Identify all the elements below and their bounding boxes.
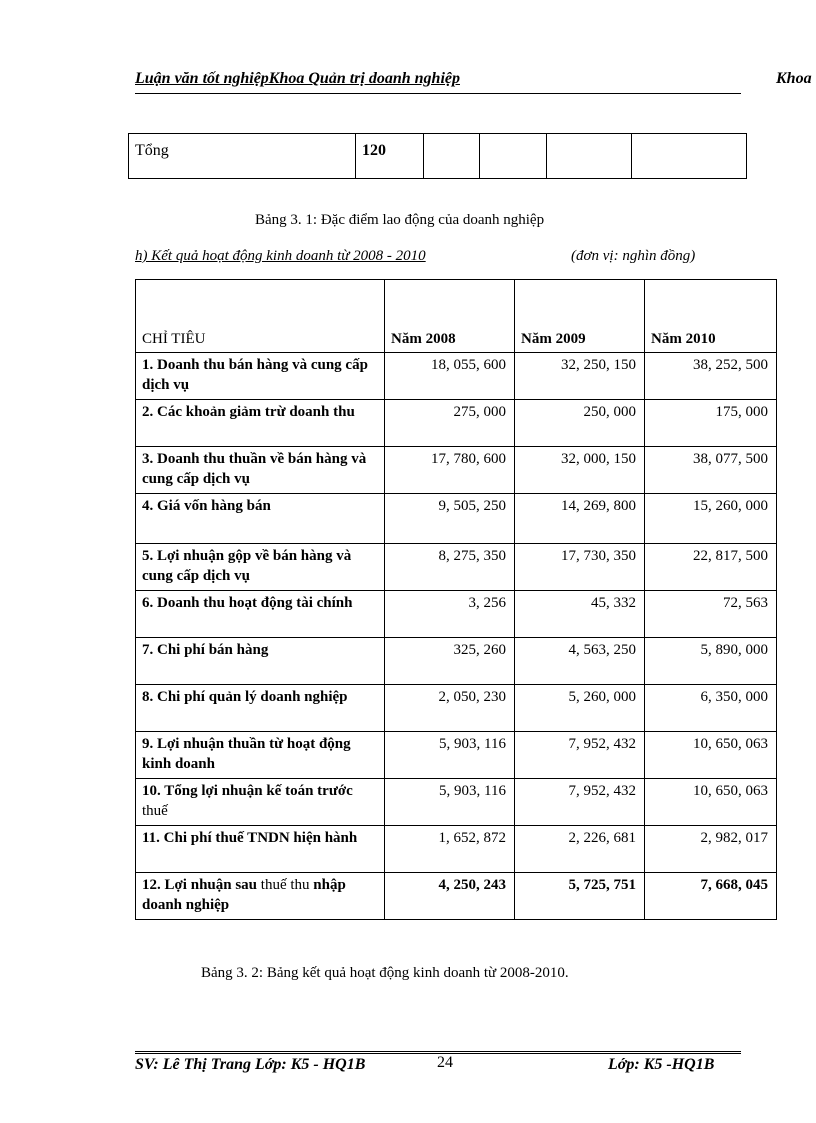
footer-student: SV: Lê Thị Trang Lớp: K5 - HQ1B	[135, 1056, 366, 1073]
table-row	[136, 353, 777, 400]
footer-class: Lớp: K5 -HQ1B	[608, 1056, 715, 1073]
table-row	[136, 447, 777, 494]
cell-2008: 4, 250, 243	[385, 873, 515, 920]
cell-2008: 3, 256	[385, 591, 515, 638]
cell-2010: 10, 650, 063	[645, 732, 777, 779]
row-label-bold: nhập doanh nghiệp	[142, 877, 346, 913]
table-row	[136, 779, 777, 826]
table-caption-2: Bảng 3. 2: Bảng kết quả hoạt động kinh doanh từ 2008-2010.	[201, 965, 569, 981]
cell-2009: 17, 730, 350	[515, 544, 645, 591]
row-label-normal: thuế	[142, 803, 168, 819]
table-row	[136, 732, 777, 779]
row-label: 8. Chi phí quản lý doanh nghiệp	[136, 685, 385, 732]
cell-2010: 10, 650, 063	[645, 779, 777, 826]
table-row	[136, 638, 777, 685]
column-header: Năm 2009	[515, 280, 645, 353]
cell-2010: 38, 252, 500	[645, 353, 777, 400]
empty-cell	[480, 134, 547, 179]
cell-2009: 5, 725, 751	[515, 873, 645, 920]
empty-cell	[632, 134, 747, 179]
row-label: 6. Doanh thu hoạt động tài chính	[136, 591, 385, 638]
row-label: 4. Giá vốn hàng bán	[136, 494, 385, 544]
empty-cell	[547, 134, 632, 179]
table-row	[129, 134, 747, 179]
cell-2009: 7, 952, 432	[515, 779, 645, 826]
cell-2008: 9, 505, 250	[385, 494, 515, 544]
cell-2009: 250, 000	[515, 400, 645, 447]
cell-2008: 1, 652, 872	[385, 826, 515, 873]
table-row	[136, 494, 777, 544]
column-header: Năm 2010	[645, 280, 777, 353]
row-label	[136, 873, 385, 920]
row-label: 9. Lợi nhuận thuần từ hoạt động kinh doanh	[136, 732, 385, 779]
row-label-bold: 12. Lợi nhuận sau	[142, 877, 258, 893]
row-label: 7. Chi phí bán hàng	[136, 638, 385, 685]
table-row	[136, 685, 777, 732]
cell-2008: 275, 000	[385, 400, 515, 447]
cell-2009: 45, 332	[515, 591, 645, 638]
cell-2010: 175, 000	[645, 400, 777, 447]
cell-2008: 2, 050, 230	[385, 685, 515, 732]
row-label: 2. Các khoản giảm trừ doanh thu	[136, 400, 385, 447]
business-results-table	[135, 279, 777, 920]
cell-2009: 5, 260, 000	[515, 685, 645, 732]
cell-2010: 15, 260, 000	[645, 494, 777, 544]
total-label: Tổng	[129, 134, 356, 179]
cell-2010: 7, 668, 045	[645, 873, 777, 920]
cell-2009: 2, 226, 681	[515, 826, 645, 873]
cell-2008: 5, 903, 116	[385, 779, 515, 826]
cell-2010: 6, 350, 000	[645, 685, 777, 732]
running-header: Luận văn tốt nghiệpKhoa Quản trị doanh nghiệp	[135, 70, 460, 87]
empty-cell	[424, 134, 480, 179]
total-value: 120	[356, 134, 424, 179]
table-caption-1: Bảng 3. 1: Đặc điểm lao động của doanh nghiệp	[255, 212, 545, 228]
section-title: h) Kết quả hoạt động kinh doanh từ 2008 - 2010	[135, 248, 426, 264]
cell-2010: 72, 563	[645, 591, 777, 638]
row-label: 11. Chi phí thuế TNDN hiện hành	[136, 826, 385, 873]
unit-note: (đơn vị: nghìn đồng)	[571, 248, 696, 264]
table-row	[136, 873, 777, 920]
row-label: 5. Lợi nhuận gộp về bán hàng và cung cấp dịch vụ	[136, 544, 385, 591]
cell-2009: 14, 269, 800	[515, 494, 645, 544]
cell-2008: 5, 903, 116	[385, 732, 515, 779]
column-header: Năm 2008	[385, 280, 515, 353]
row-label: 1. Doanh thu bán hàng và cung cấp dịch vụ	[136, 353, 385, 400]
page-number: 24	[437, 1054, 453, 1071]
table-row	[136, 400, 777, 447]
cell-2008: 18, 055, 600	[385, 353, 515, 400]
row-label	[136, 779, 385, 826]
row-label-normal: thuế thu	[257, 877, 310, 893]
cell-2009: 7, 952, 432	[515, 732, 645, 779]
cell-2008: 325, 260	[385, 638, 515, 685]
cell-2008: 8, 275, 350	[385, 544, 515, 591]
table-row	[136, 544, 777, 591]
table-row	[136, 591, 777, 638]
column-header: CHỈ TIÊU	[136, 280, 385, 353]
table-header-row	[136, 280, 777, 353]
cell-2010: 2, 982, 017	[645, 826, 777, 873]
row-label: 3. Doanh thu thuần về bán hàng và cung cấp dịch vụ	[136, 447, 385, 494]
cell-2008: 17, 780, 600	[385, 447, 515, 494]
running-header-right: Khoa	[776, 70, 812, 87]
row-label-bold: 10. Tổng lợi nhuận kế toán trước	[142, 783, 353, 799]
cell-2009: 32, 250, 150	[515, 353, 645, 400]
table-row	[136, 826, 777, 873]
labor-table-continuation	[128, 133, 747, 179]
cell-2010: 5, 890, 000	[645, 638, 777, 685]
cell-2009: 32, 000, 150	[515, 447, 645, 494]
cell-2010: 38, 077, 500	[645, 447, 777, 494]
cell-2010: 22, 817, 500	[645, 544, 777, 591]
cell-2009: 4, 563, 250	[515, 638, 645, 685]
header-rule	[135, 93, 741, 94]
